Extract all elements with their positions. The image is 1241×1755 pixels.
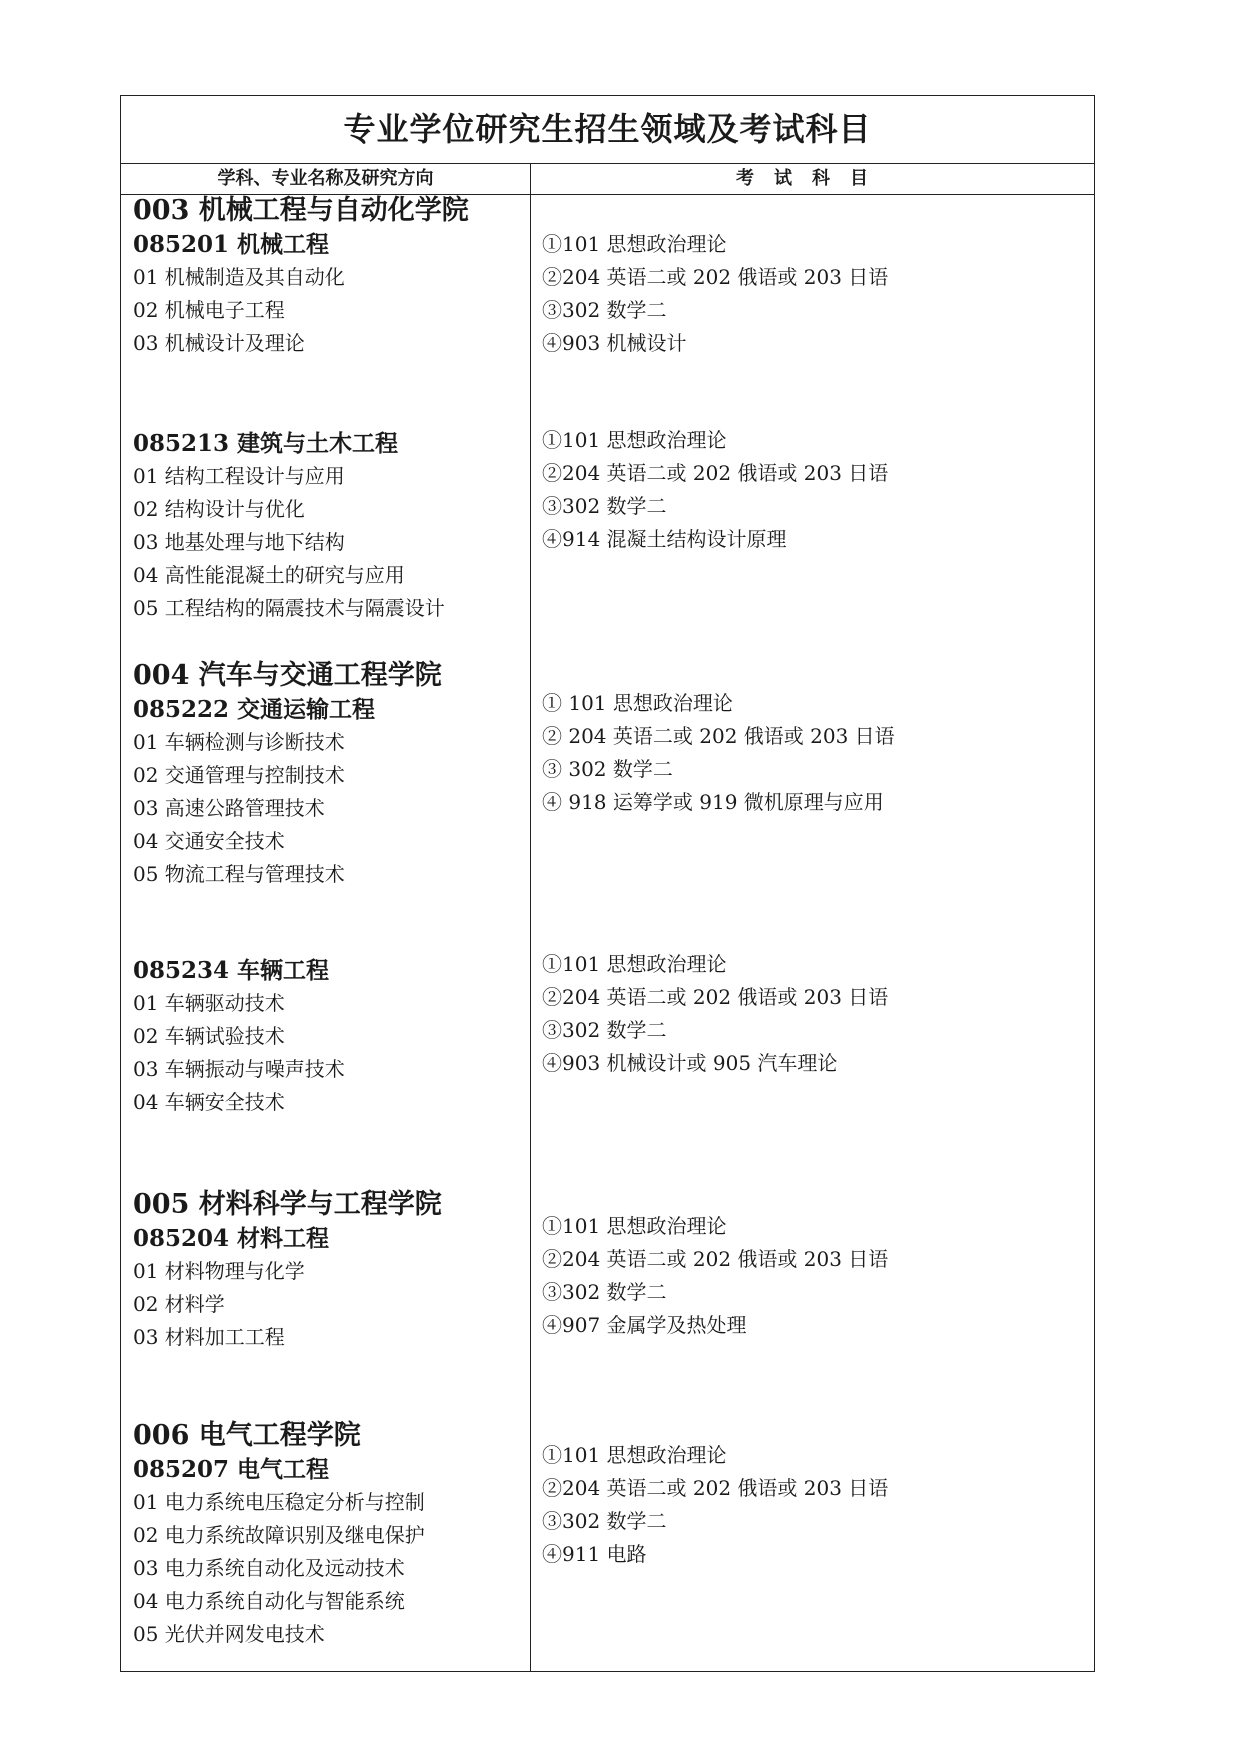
direction-item: 02 电力系统故障识别及继电保护	[133, 1523, 425, 1547]
major-name: 085222 交通运输工程	[133, 696, 376, 723]
section-majors	[133, 1419, 425, 1651]
direction-item: 01 结构工程设计与应用	[133, 464, 345, 488]
college-name: 005 材料科学与工程学院	[133, 1189, 442, 1220]
direction-item: 05 光伏并网发电技术	[133, 1622, 325, 1646]
subject-item: ④ 918 运筹学或 919 微机原理与应用	[542, 790, 884, 814]
college-name: 004 汽车与交通工程学院	[133, 660, 442, 691]
direction-item: 02 结构设计与优化	[133, 497, 305, 521]
subject-item: ②204 英语二或 202 俄语或 203 日语	[542, 265, 889, 289]
page-title: 专业学位研究生招生领域及考试科目	[121, 96, 1094, 164]
college-name: 003 机械工程与自动化学院	[133, 195, 469, 226]
subject-item: ④907 金属学及热处理	[542, 1313, 747, 1337]
section-subjects	[542, 687, 895, 819]
admission-table	[120, 95, 1095, 1672]
direction-item: 02 车辆试验技术	[133, 1024, 285, 1048]
direction-item: 05 物流工程与管理技术	[133, 862, 345, 886]
direction-item: 04 高性能混凝土的研究与应用	[133, 563, 405, 587]
section-subjects	[542, 1439, 888, 1571]
direction-item: 04 交通安全技术	[133, 829, 285, 853]
subject-item: ②204 英语二或 202 俄语或 203 日语	[542, 1247, 889, 1271]
major-name: 085234 车辆工程	[133, 957, 330, 984]
subject-item: ①101 思想政治理论	[542, 232, 727, 256]
major-name: 085204 材料工程	[133, 1225, 330, 1252]
subject-item: ④911 电路	[542, 1542, 647, 1566]
direction-item: 03 电力系统自动化及远动技术	[133, 1556, 405, 1580]
subject-item: ①101 思想政治理论	[542, 428, 727, 452]
subject-item: ①101 思想政治理论	[542, 1214, 727, 1238]
subject-item: ④903 机械设计	[542, 331, 687, 355]
column-divider	[530, 164, 531, 1671]
subject-item: ③302 数学二	[542, 298, 667, 322]
subject-item: ④914 混凝土结构设计原理	[542, 527, 787, 551]
header-major-direction: 学科、专业名称及研究方向	[217, 168, 434, 189]
major-name: 085213 建筑与土木工程	[133, 430, 399, 457]
subject-item: ③302 数学二	[542, 1018, 667, 1042]
direction-item: 01 机械制造及其自动化	[133, 265, 345, 289]
direction-item: 04 电力系统自动化与智能系统	[133, 1589, 405, 1613]
direction-item: 03 地基处理与地下结构	[133, 530, 345, 554]
section-subjects	[542, 228, 888, 360]
table-header	[121, 164, 1094, 195]
subject-item: ③302 数学二	[542, 494, 667, 518]
college-name: 006 电气工程学院	[133, 1420, 361, 1451]
subject-item: ③302 数学二	[542, 1509, 667, 1533]
section-majors	[133, 659, 442, 891]
section-majors	[133, 427, 445, 625]
direction-item: 03 材料加工工程	[133, 1325, 285, 1349]
section-subjects	[542, 424, 888, 556]
direction-item: 03 机械设计及理论	[133, 331, 305, 355]
direction-item: 04 车辆安全技术	[133, 1090, 285, 1114]
direction-item: 01 材料物理与化学	[133, 1259, 305, 1283]
direction-item: 02 交通管理与控制技术	[133, 763, 345, 787]
section-majors	[133, 1188, 442, 1354]
direction-item: 01 电力系统电压稳定分析与控制	[133, 1490, 425, 1514]
subject-item: ③302 数学二	[542, 1280, 667, 1304]
direction-item: 03 车辆振动与噪声技术	[133, 1057, 345, 1081]
subject-item: ①101 思想政治理论	[542, 1443, 727, 1467]
subject-item: ③ 302 数学二	[542, 757, 673, 781]
subject-item: ② 204 英语二或 202 俄语或 203 日语	[542, 724, 895, 748]
subject-item: ②204 英语二或 202 俄语或 203 日语	[542, 985, 889, 1009]
section-majors	[133, 954, 345, 1119]
direction-item: 03 高速公路管理技术	[133, 796, 325, 820]
subject-item: ②204 英语二或 202 俄语或 203 日语	[542, 461, 889, 485]
direction-item: 02 机械电子工程	[133, 298, 285, 322]
section-majors	[133, 194, 469, 360]
subject-item: ①101 思想政治理论	[542, 952, 727, 976]
section-subjects	[542, 948, 888, 1080]
major-name: 085201 机械工程	[133, 231, 330, 258]
direction-item: 02 材料学	[133, 1292, 225, 1316]
direction-item: 05 工程结构的隔震技术与隔震设计	[133, 596, 445, 620]
header-exam-subjects: 考试科目	[736, 168, 888, 189]
direction-item: 01 车辆检测与诊断技术	[133, 730, 345, 754]
subject-item: ②204 英语二或 202 俄语或 203 日语	[542, 1476, 889, 1500]
subject-item: ④903 机械设计或 905 汽车理论	[542, 1051, 838, 1075]
subject-item: ① 101 思想政治理论	[542, 691, 733, 715]
major-name: 085207 电气工程	[133, 1456, 330, 1483]
direction-item: 01 车辆驱动技术	[133, 991, 285, 1015]
section-subjects	[542, 1210, 888, 1342]
